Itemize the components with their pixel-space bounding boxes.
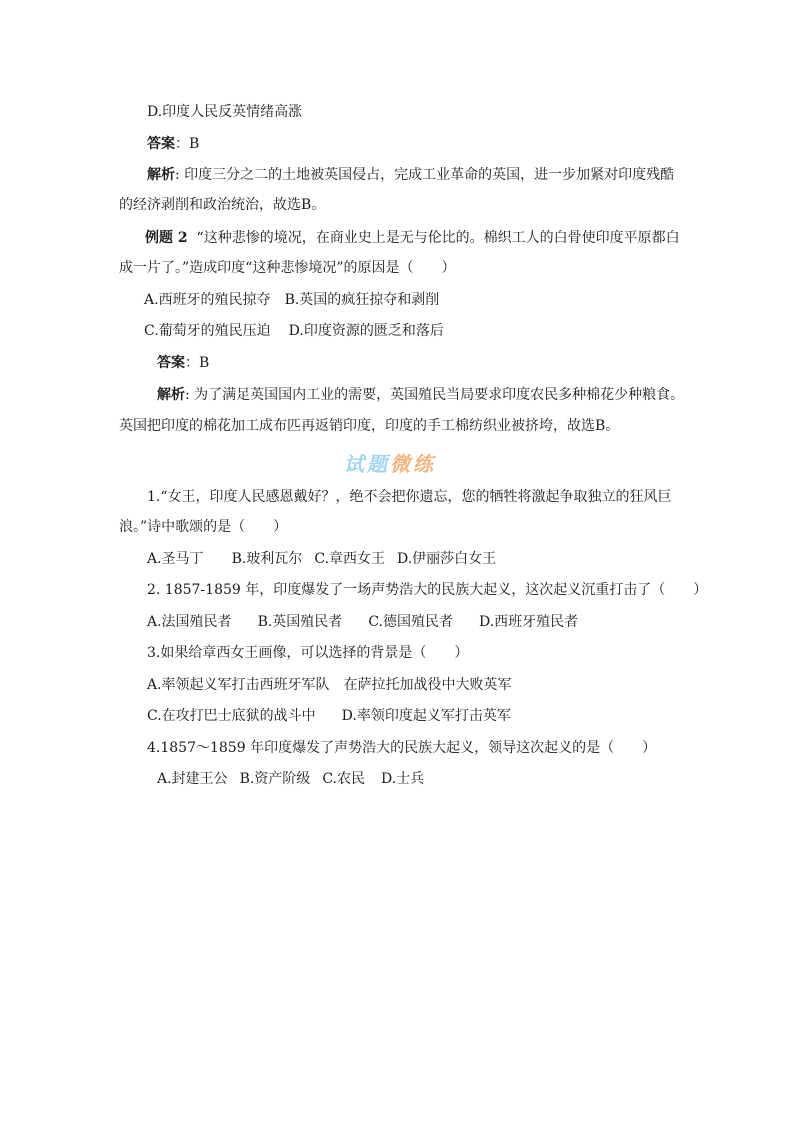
ex2-analysis-line1 <box>157 385 684 405</box>
q4-stem: 4.1857～1859 年印度爆发了声势浩大的民族大起义，领导这次起义的是（ ） <box>147 740 657 756</box>
analysis-label: 解析 <box>147 167 175 183</box>
analysis-label: 解析 <box>157 387 185 403</box>
ex2-option-b: B.英国的疯狂掠夺和剥削 <box>284 292 440 308</box>
section-banner <box>344 448 454 474</box>
analysis-text: : 印度三分之二的土地被英国侵占，完成工业革命的英国，进一步加紧对印度残酷 <box>175 167 675 183</box>
q4-options <box>157 769 424 789</box>
ex1-answer <box>147 134 199 154</box>
analysis-text: : 为了满足英国国内工业的需要，英国殖民当局要求印度农民多种棉花少种粮食。 <box>185 387 685 403</box>
ex2-option-c: C.葡萄牙的殖民压迫 <box>144 323 271 339</box>
ex2-analysis-line2: 英国把印度的棉花加工成布匹再返销印度，印度的手工棉纺织业被挤垮，故选B。 <box>119 418 620 434</box>
q3-options-row2 <box>147 706 511 726</box>
q2-options <box>147 612 578 632</box>
q1-options <box>147 549 496 569</box>
answer-value: ：B <box>185 355 210 371</box>
ex2-option-a: A.西班牙的殖民掠夺 <box>144 292 271 308</box>
q4-option-c: C.农民 <box>322 771 365 787</box>
q3-options-row1 <box>147 675 512 695</box>
answer-label: 答案 <box>157 355 185 371</box>
q3-option-c: C.在攻打巴士底狱的战斗中 <box>147 708 316 724</box>
ex2-option-d: D.印度资源的匮乏和落后 <box>288 323 444 339</box>
ex2-options-row1 <box>144 290 439 310</box>
ex2-stem-text: “这种悲惨的境况，在商业史上是无与伦比的。棉织工人的白骨使印度平原都白 <box>196 230 680 246</box>
ex1-option-d: D.印度人民反英情绪高涨 <box>147 104 303 120</box>
q4-option-a: A.封建王公 <box>157 771 228 787</box>
ex2-answer <box>157 353 209 373</box>
ex2-stem-line1 <box>145 228 680 248</box>
q1-option-a: A.圣马丁 <box>147 551 204 567</box>
q4-option-b: B.资产阶级 <box>239 771 311 787</box>
q2-option-c: C.德国殖民者 <box>368 614 453 630</box>
q2-stem: 2. 1857-1859 年，印度爆发了一场声势浩大的民族大起义，这次起义沉重打击了（ ） <box>147 582 708 598</box>
q3-stem: 3.如果给章西女王画像，可以选择的背景是（ ） <box>147 645 469 661</box>
q3-option-a: A.率领起义军打击西班牙军队 <box>147 677 330 693</box>
answer-label: 答案 <box>147 136 175 152</box>
q3-option-b: 在萨拉托加战役中大败英军 <box>343 677 512 693</box>
q3-option-d: D.率领印度起义军打击英军 <box>341 708 511 724</box>
q2-option-d: D.西班牙殖民者 <box>478 614 579 630</box>
ex1-analysis-line1 <box>147 165 674 185</box>
q1-option-b: B.玻利瓦尔 <box>231 551 303 567</box>
ex2-options-row2 <box>144 321 444 341</box>
q2-option-b: B.英国殖民者 <box>257 614 343 630</box>
q2-option-a: A.法国殖民者 <box>147 614 232 630</box>
q1-option-d: D.伊丽莎白女王 <box>396 551 497 567</box>
q1-stem-line1: 1.“女王，印度人民感恩戴好？，绝不会把你遗忘，您的牺牲将激起争取独立的狂风巨 <box>147 489 672 505</box>
answer-value: ：B <box>175 136 200 152</box>
example-label: 例题 2 <box>145 230 188 246</box>
ex2-stem-line2: 成一片了。”造成印度“这种悲惨境况”的原因是（ ） <box>119 260 456 276</box>
section-banner-text: 试题微练 <box>344 452 436 476</box>
q1-option-c: C.章西女王 <box>314 551 385 567</box>
q4-option-d: D.士兵 <box>380 771 425 787</box>
ex1-analysis-line2: 的经济剥削和政治统治，故选B。 <box>119 197 326 213</box>
q1-stem-line2: 浪。”诗中歌颂的是（ ） <box>119 519 288 535</box>
